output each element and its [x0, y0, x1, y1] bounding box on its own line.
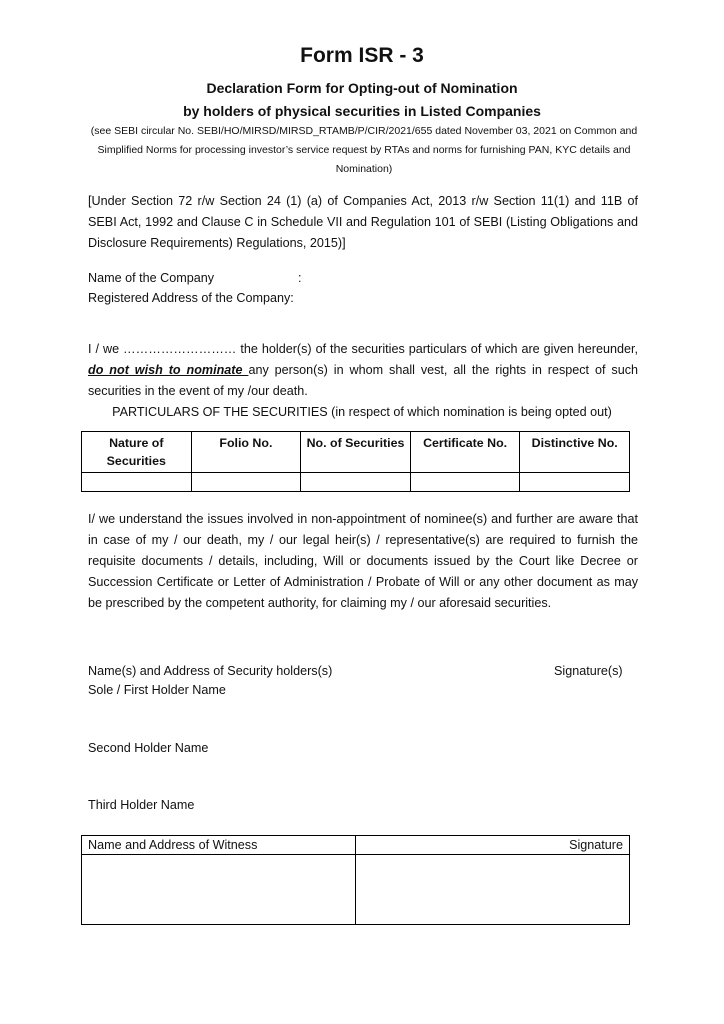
- witness-name-cell[interactable]: [82, 855, 356, 925]
- securities-heading: PARTICULARS OF THE SECURITIES (in respect of which nomination is being opted out): [112, 405, 612, 419]
- declaration-emphasis: do not wish to nominate: [88, 363, 249, 377]
- column-header: Distinctive No.: [520, 432, 630, 473]
- securities-table-row: [82, 473, 630, 492]
- securities-cell[interactable]: [82, 473, 192, 492]
- column-header: Folio No.: [191, 432, 301, 473]
- securities-table: [81, 431, 630, 492]
- form-subtitle-line1: Declaration Form for Opting-out of Nomination: [206, 80, 518, 96]
- securities-table-header: [82, 432, 630, 473]
- company-address-label: Registered Address of the Company:: [88, 291, 294, 305]
- form-title: Form ISR - 3: [300, 44, 424, 67]
- securities-cell[interactable]: [301, 473, 411, 492]
- holders-signature-label: Signature(s): [554, 664, 623, 678]
- understanding-text: I/ we understand the issues involved in non-appointment of nominee(s) and further are aware that in case of my / our death, my / our legal heir(s) / representative(s) are required to furnish the requisite documents / details, including, Will or documents issued by the Court like Decree or Succession Certificate or Letter of Administration / Probate of Will or any other document as may be prescribed by the competent authority, for claiming my / our aforesaid securities.: [88, 512, 638, 610]
- column-header: Certificate No.: [410, 432, 520, 473]
- company-name-label: Name of the Company: [88, 271, 214, 285]
- second-holder-label: Second Holder Name: [88, 741, 209, 755]
- first-holder-label: Sole / First Holder Name: [88, 683, 226, 697]
- witness-table: [81, 835, 630, 925]
- declaration-part2: any person(s) in whom shall vest, all the rights in respect of such securities in the event of my /our death.: [88, 363, 638, 398]
- securities-cell[interactable]: [520, 473, 630, 492]
- securities-cell[interactable]: [191, 473, 301, 492]
- witness-name-label: Name and Address of Witness: [82, 836, 356, 855]
- securities-cell[interactable]: [410, 473, 520, 492]
- holders-names-label: Name(s) and Address of Security holders(s): [88, 664, 333, 678]
- declaration-text: [88, 339, 638, 402]
- column-header: No. of Securities: [301, 432, 411, 473]
- witness-table-row: [82, 855, 630, 925]
- column-header: Nature of Securities: [82, 432, 192, 473]
- declaration-part1: I / we ……………………… the holder(s) of the securities particulars of which are given hereunder,: [88, 342, 638, 356]
- witness-signature-label: Signature: [356, 836, 630, 855]
- witness-signature-cell[interactable]: [356, 855, 630, 925]
- form-subtitle-line2: by holders of physical securities in Listed Companies: [183, 103, 541, 119]
- legal-reference: [Under Section 72 r/w Section 24 (1) (a) of Companies Act, 2013 r/w Section 11(1) and 11B of SEBI Act, 1992 and Clause C in Schedule VII and Regulation 101 of SEBI (Listing Obligations and Disclosure Requirements) Regulations, 2015)]: [88, 194, 638, 250]
- third-holder-label: Third Holder Name: [88, 798, 195, 812]
- circular-note: (see SEBI circular No. SEBI/HO/MIRSD/MIRSD_RTAMB/P/CIR/2021/655 dated November 03, 2021 on Common and Simplified Norms for processing investor’s service request by RTAs and norms for furnishing PAN, KYC details and Nomination): [90, 125, 638, 175]
- company-name-colon: :: [298, 271, 302, 285]
- witness-table-header: [82, 836, 630, 855]
